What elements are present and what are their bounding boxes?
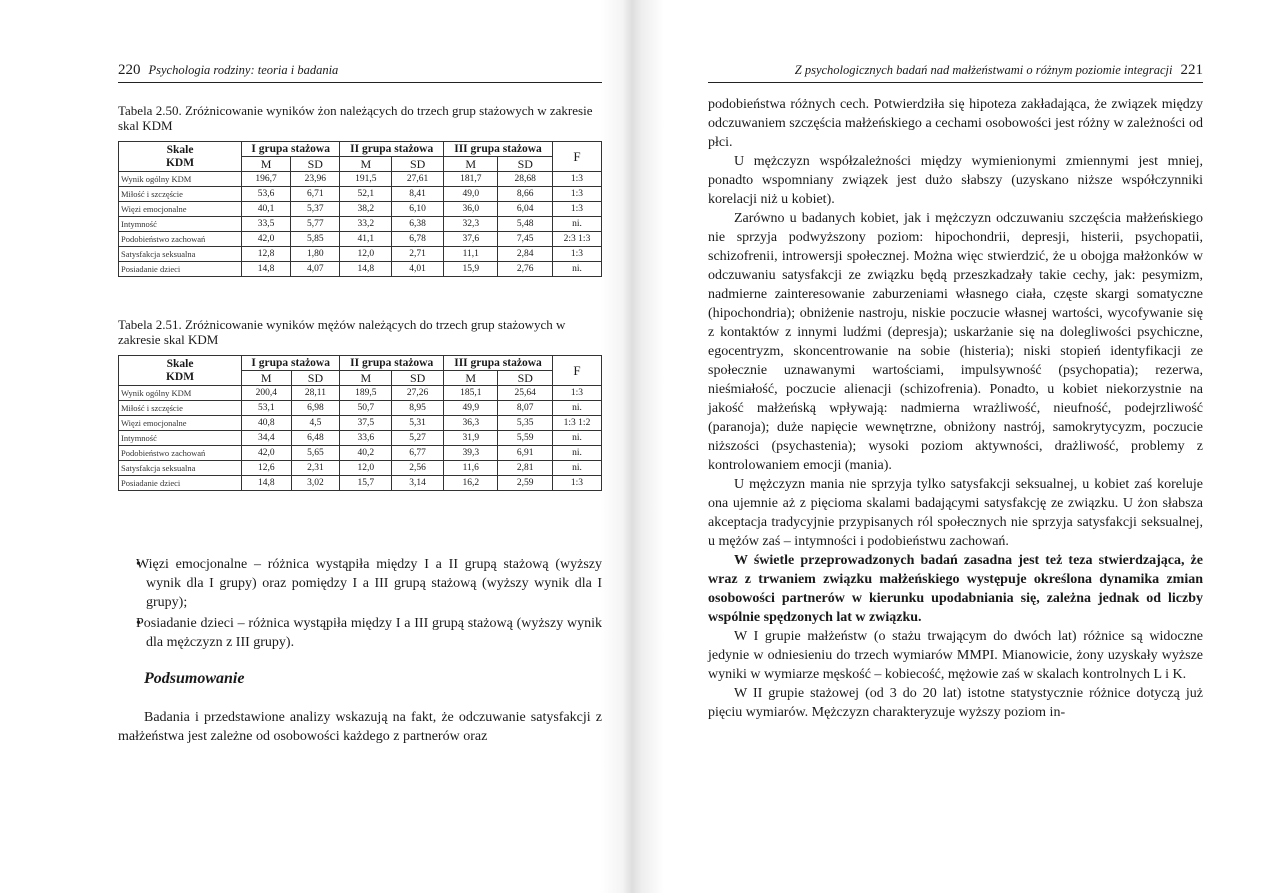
table-cell: 6,71	[291, 187, 340, 202]
table-row	[119, 401, 602, 416]
table-cell: 6,10	[392, 202, 444, 217]
table-cell: 14,8	[340, 262, 392, 277]
data-table-wives	[118, 141, 602, 277]
row-label: Więzi emocjonalne	[119, 202, 242, 217]
table-cell: 36,0	[444, 202, 498, 217]
table-cell: 2,81	[498, 461, 553, 476]
table-cell: 181,7	[444, 172, 498, 187]
column-header-f: F	[553, 142, 602, 172]
table-cell: 1:3	[553, 476, 602, 491]
table-row	[119, 172, 602, 187]
table-cell: ni.	[553, 431, 602, 446]
table-cell: 37,6	[444, 232, 498, 247]
table-cell: 15,9	[444, 262, 498, 277]
paragraph: W II grupie stażowej (od 3 do 20 lat) istotne statystycznie różnice dotyczą już pięciu wymiarów. Mężczyzn charakteryzuje wyższy poziom in-	[708, 686, 1203, 720]
table-cell: 12,8	[242, 247, 291, 262]
table-cell: 41,1	[340, 232, 392, 247]
table-cell: 1:3	[553, 202, 602, 217]
table-cell: 5,35	[498, 416, 553, 431]
table-cell: 8,07	[498, 401, 553, 416]
table-cell: 42,0	[242, 446, 292, 461]
table-row	[119, 446, 602, 461]
paragraph: U mężczyzn mania nie sprzyja tylko satysfakcji seksualnej, u kobiet zaś koreluje ona ujemnie aż z pięcioma skalami badającymi satysfakcję ze związku. U żon słabsza akceptacja tradycyjnie przypisanych ról społecznych nie sprzyja satysfakcji seksualnej, u mężów zaś – intymności i podobieństwu zachowań.	[708, 477, 1203, 549]
table-cell: 2,31	[291, 461, 340, 476]
table-row	[119, 461, 602, 476]
left-running-head	[118, 62, 602, 83]
table-cell: 2:3 1:3	[553, 232, 602, 247]
row-label: Wynik ogólny KDM	[119, 172, 242, 187]
table-cell: 2,76	[498, 262, 553, 277]
table-row	[119, 386, 602, 401]
row-label: Posiadanie dzieci	[119, 262, 242, 277]
table-cell: 40,8	[242, 416, 292, 431]
running-title: Z psychologicznych badań nad małżeństwami o różnym poziomie integracji	[794, 63, 1173, 77]
table-cell: 5,85	[291, 232, 340, 247]
table-cell: 23,96	[291, 172, 340, 187]
table-cell: 8,66	[498, 187, 553, 202]
column-header-group3: III grupa stażowa	[444, 356, 553, 371]
running-title: Psychologia rodziny: teoria i badania	[148, 63, 339, 77]
row-label: Miłość i szczęście	[119, 187, 242, 202]
table-cell: 6,48	[291, 431, 340, 446]
table-cell: 4,07	[291, 262, 340, 277]
table-cell: 42,0	[242, 232, 291, 247]
table-cell: 12,6	[242, 461, 292, 476]
paragraph: podobieństwa różnych cech. Potwierdziła się hipoteza zakładająca, że związek między odczuwaniem szczęścia małżeńskiego a cechami osobowości jest różny w zależności od płci.	[708, 97, 1203, 150]
column-header-m: M	[444, 371, 498, 386]
table-cell: 4,01	[392, 262, 444, 277]
table-cell: 27,26	[392, 386, 444, 401]
column-header-f: F	[553, 356, 602, 386]
table-cell: 1:3	[553, 247, 602, 262]
row-label: Podobieństwo zachowań	[119, 232, 242, 247]
table-cell: 5,77	[291, 217, 340, 232]
row-label: Podobieństwo zachowań	[119, 446, 242, 461]
table-cell: 6,98	[291, 401, 340, 416]
table-cell: 1:3	[553, 386, 602, 401]
table-cell: 1:3 1:2	[553, 416, 602, 431]
column-header-sd: SD	[392, 371, 444, 386]
table-cell: 5,59	[498, 431, 553, 446]
table-cell: 6,78	[392, 232, 444, 247]
row-label: Wynik ogólny KDM	[119, 386, 242, 401]
table-cell: 33,6	[340, 431, 392, 446]
table-cell: 5,65	[291, 446, 340, 461]
row-label: Satysfakcja seksualna	[119, 247, 242, 262]
table-row	[119, 187, 602, 202]
column-header-m: M	[242, 371, 292, 386]
table-cell: ni.	[553, 401, 602, 416]
bullet-list	[118, 555, 602, 652]
table-row	[119, 202, 602, 217]
table-cell: 40,1	[242, 202, 291, 217]
column-header-sd: SD	[291, 157, 340, 172]
table-cell: 2,59	[498, 476, 553, 491]
table-cell: 49,0	[444, 187, 498, 202]
table-row	[119, 247, 602, 262]
column-header-scale: Skale KDM	[119, 142, 242, 172]
paragraph: W I grupie małżeństw (o stażu trwającym do dwóch lat) różnice są widoczne jedynie w odniesieniu do trzech wymiarów MMPI. Mianowicie, żony uzyskały wyższe wyniki w wymiarze męskość – kobiecość, mężowie zaś w skalach kontrolnych L i K.	[708, 629, 1203, 682]
right-page	[632, 0, 1263, 893]
table-cell: 200,4	[242, 386, 292, 401]
table-cell: 3,14	[392, 476, 444, 491]
table-cell: 31,9	[444, 431, 498, 446]
table-cell: 5,48	[498, 217, 553, 232]
table-caption: Tabela 2.50. Zróżnicowanie wyników żon należących do trzech grup stażowych w zakresie skal KDM	[118, 103, 593, 133]
table-cell: 6,91	[498, 446, 553, 461]
column-header-sd: SD	[392, 157, 444, 172]
table-cell: 50,7	[340, 401, 392, 416]
table-cell: 53,1	[242, 401, 292, 416]
page-number: 221	[1180, 62, 1203, 78]
table-cell: 6,04	[498, 202, 553, 217]
table-cell: 5,31	[392, 416, 444, 431]
table-cell: 6,38	[392, 217, 444, 232]
table-cell: ni.	[553, 461, 602, 476]
column-header-group1: I grupa stażowa	[242, 356, 340, 371]
table-cell: 33,2	[340, 217, 392, 232]
data-table-husbands	[118, 355, 602, 491]
paragraph: U mężczyzn współzależności między wymienionymi zmiennymi jest mniej, ponadto wspomniany związek jest dużo słabszy (uzyskano niższe współczynniki korelacji niż u kobiet).	[708, 154, 1203, 207]
table-cell: 27,61	[392, 172, 444, 187]
table-cell: 8,41	[392, 187, 444, 202]
table-cell: 40,2	[340, 446, 392, 461]
column-header-sd: SD	[498, 371, 553, 386]
table-cell: 28,68	[498, 172, 553, 187]
column-header-group3: III grupa stażowa	[444, 142, 553, 157]
column-header-m: M	[340, 157, 392, 172]
table-row	[119, 217, 602, 232]
table-cell: 38,2	[340, 202, 392, 217]
table-cell: 15,7	[340, 476, 392, 491]
page-number: 220	[118, 62, 141, 78]
right-running-head	[708, 62, 1203, 83]
table-cell: 12,0	[340, 247, 392, 262]
table-cell: 14,8	[242, 476, 292, 491]
row-label: Miłość i szczęście	[119, 401, 242, 416]
table-cell: 189,5	[340, 386, 392, 401]
column-header-group2: II grupa stażowa	[340, 356, 444, 371]
row-label: Intymność	[119, 217, 242, 232]
table-cell: 5,27	[392, 431, 444, 446]
table-row	[119, 476, 602, 491]
table-cell: 185,1	[444, 386, 498, 401]
table-cell: 191,5	[340, 172, 392, 187]
table-cell: 4,5	[291, 416, 340, 431]
table-row	[119, 431, 602, 446]
table-cell: 37,5	[340, 416, 392, 431]
thesis-paragraph: W świetle przeprowadzonych badań zasadna jest też teza stwierdzająca, że wraz z trwaniem związku małżeńskiego występuje określona dynamika zmian osobowości partnerów w kierunku upodabniania się, zależna jednak od liczby wspólnie spędzonych lat w związku.	[708, 553, 1203, 625]
table-cell: 6,77	[392, 446, 444, 461]
column-header-group2: II grupa stażowa	[340, 142, 444, 157]
table-row	[119, 416, 602, 431]
table-cell: 49,9	[444, 401, 498, 416]
table-cell: 3,02	[291, 476, 340, 491]
table-cell: 2,84	[498, 247, 553, 262]
table-cell: 7,45	[498, 232, 553, 247]
column-header-m: M	[444, 157, 498, 172]
column-header-sd: SD	[291, 371, 340, 386]
table-cell: 32,3	[444, 217, 498, 232]
table-cell: 12,0	[340, 461, 392, 476]
table-cell: 16,2	[444, 476, 498, 491]
column-header-sd: SD	[498, 157, 553, 172]
table-cell: 11,1	[444, 247, 498, 262]
table-cell: 25,64	[498, 386, 553, 401]
table-cell: 2,56	[392, 461, 444, 476]
table-cell: ni.	[553, 262, 602, 277]
table-cell: 39,3	[444, 446, 498, 461]
table-cell: 196,7	[242, 172, 291, 187]
table-cell: 28,11	[291, 386, 340, 401]
table-cell: 34,4	[242, 431, 292, 446]
summary-paragraph: Badania i przedstawione analizy wskazują na fakt, że odczuwanie satysfakcji z małżeństwa jest zależne od osobowości każdego z partnerów oraz	[118, 710, 602, 744]
table-cell: ni.	[553, 217, 602, 232]
table-cell: 1:3	[553, 187, 602, 202]
table-cell: 36,3	[444, 416, 498, 431]
table-cell: 1:3	[553, 172, 602, 187]
table-cell: 11,6	[444, 461, 498, 476]
row-label: Posiadanie dzieci	[119, 476, 242, 491]
list-item: • Więzi emocjonalne – różnica wystąpiła między I a II grupą stażową (wyższy wynik dla I grupy) oraz pomiędzy I a III grupą stażową (wyższy wynik dla I grupy);	[118, 555, 602, 612]
list-item: • Posiadanie dzieci – różnica wystąpiła między I a III grupą stażową (wyższy wynik dla mężczyzn z III grupy).	[118, 614, 602, 652]
table-cell: 52,1	[340, 187, 392, 202]
table-cell: 8,95	[392, 401, 444, 416]
table-cell: 14,8	[242, 262, 291, 277]
table-cell: 5,37	[291, 202, 340, 217]
table-row	[119, 232, 602, 247]
table-cell: ni.	[553, 446, 602, 461]
paragraph: Zarówno u badanych kobiet, jak i mężczyzn odczuwaniu szczęścia małżeńskiego nie sprzyja podwyższony poziom: hipochondrii, depresji, histerii, psychopatii, schizofrenii, introwersji społecznej. Można więc stwierdzić, że u obojga małżonków w odczuwaniu satysfakcji ze związku będą przeszkadzały takie cechy, jak: pesymizm, nadmierne zainteresowanie zaburzeniami własnego ciała, częste skargi somatyczne (hipochondria); obniżenie nastroju, niskie poczucie własnej wartości, wycofywanie się z kontaktów z innymi ludźmi (depresja); uskarżanie się na dolegliwości psychiczne, egocentryzm, skoncentrowanie na sobie (histeria); niski stopień identyfikacji ze społecznie uznawanymi wartościami, impulsywność (psychopatia); rezerwa, nieśmiałość, poczucie alienacji (schizofrenia). Ponadto, u kobiet niekorzystnie na jakość małżeńską wpływają: nadmierna wrażliwość, nieufność, podejrzliwość (paranoja); duże napięcie wewnętrzne, obniżony nastrój, samokrytycyzm, poczucie niższości (psychastenia); wysoki poziom aktywności, drażliwość, problemy z kontrolowaniem emocji (mania).	[708, 211, 1203, 473]
column-header-group1: I grupa stażowa	[242, 142, 340, 157]
row-label: Więzi emocjonalne	[119, 416, 242, 431]
table-cell: 53,6	[242, 187, 291, 202]
column-header-m: M	[340, 371, 392, 386]
table-row	[119, 262, 602, 277]
table-caption: Tabela 2.51. Zróżnicowanie wyników mężów należących do trzech grup stażowych w zakresie skal KDM	[118, 317, 566, 347]
row-label: Intymność	[119, 431, 242, 446]
section-heading: Podsumowanie	[144, 670, 245, 687]
table-cell: 2,71	[392, 247, 444, 262]
table-cell: 33,5	[242, 217, 291, 232]
table-cell: 1,80	[291, 247, 340, 262]
row-label: Satysfakcja seksualna	[119, 461, 242, 476]
column-header-scale: Skale KDM	[119, 356, 242, 386]
column-header-m: M	[242, 157, 291, 172]
